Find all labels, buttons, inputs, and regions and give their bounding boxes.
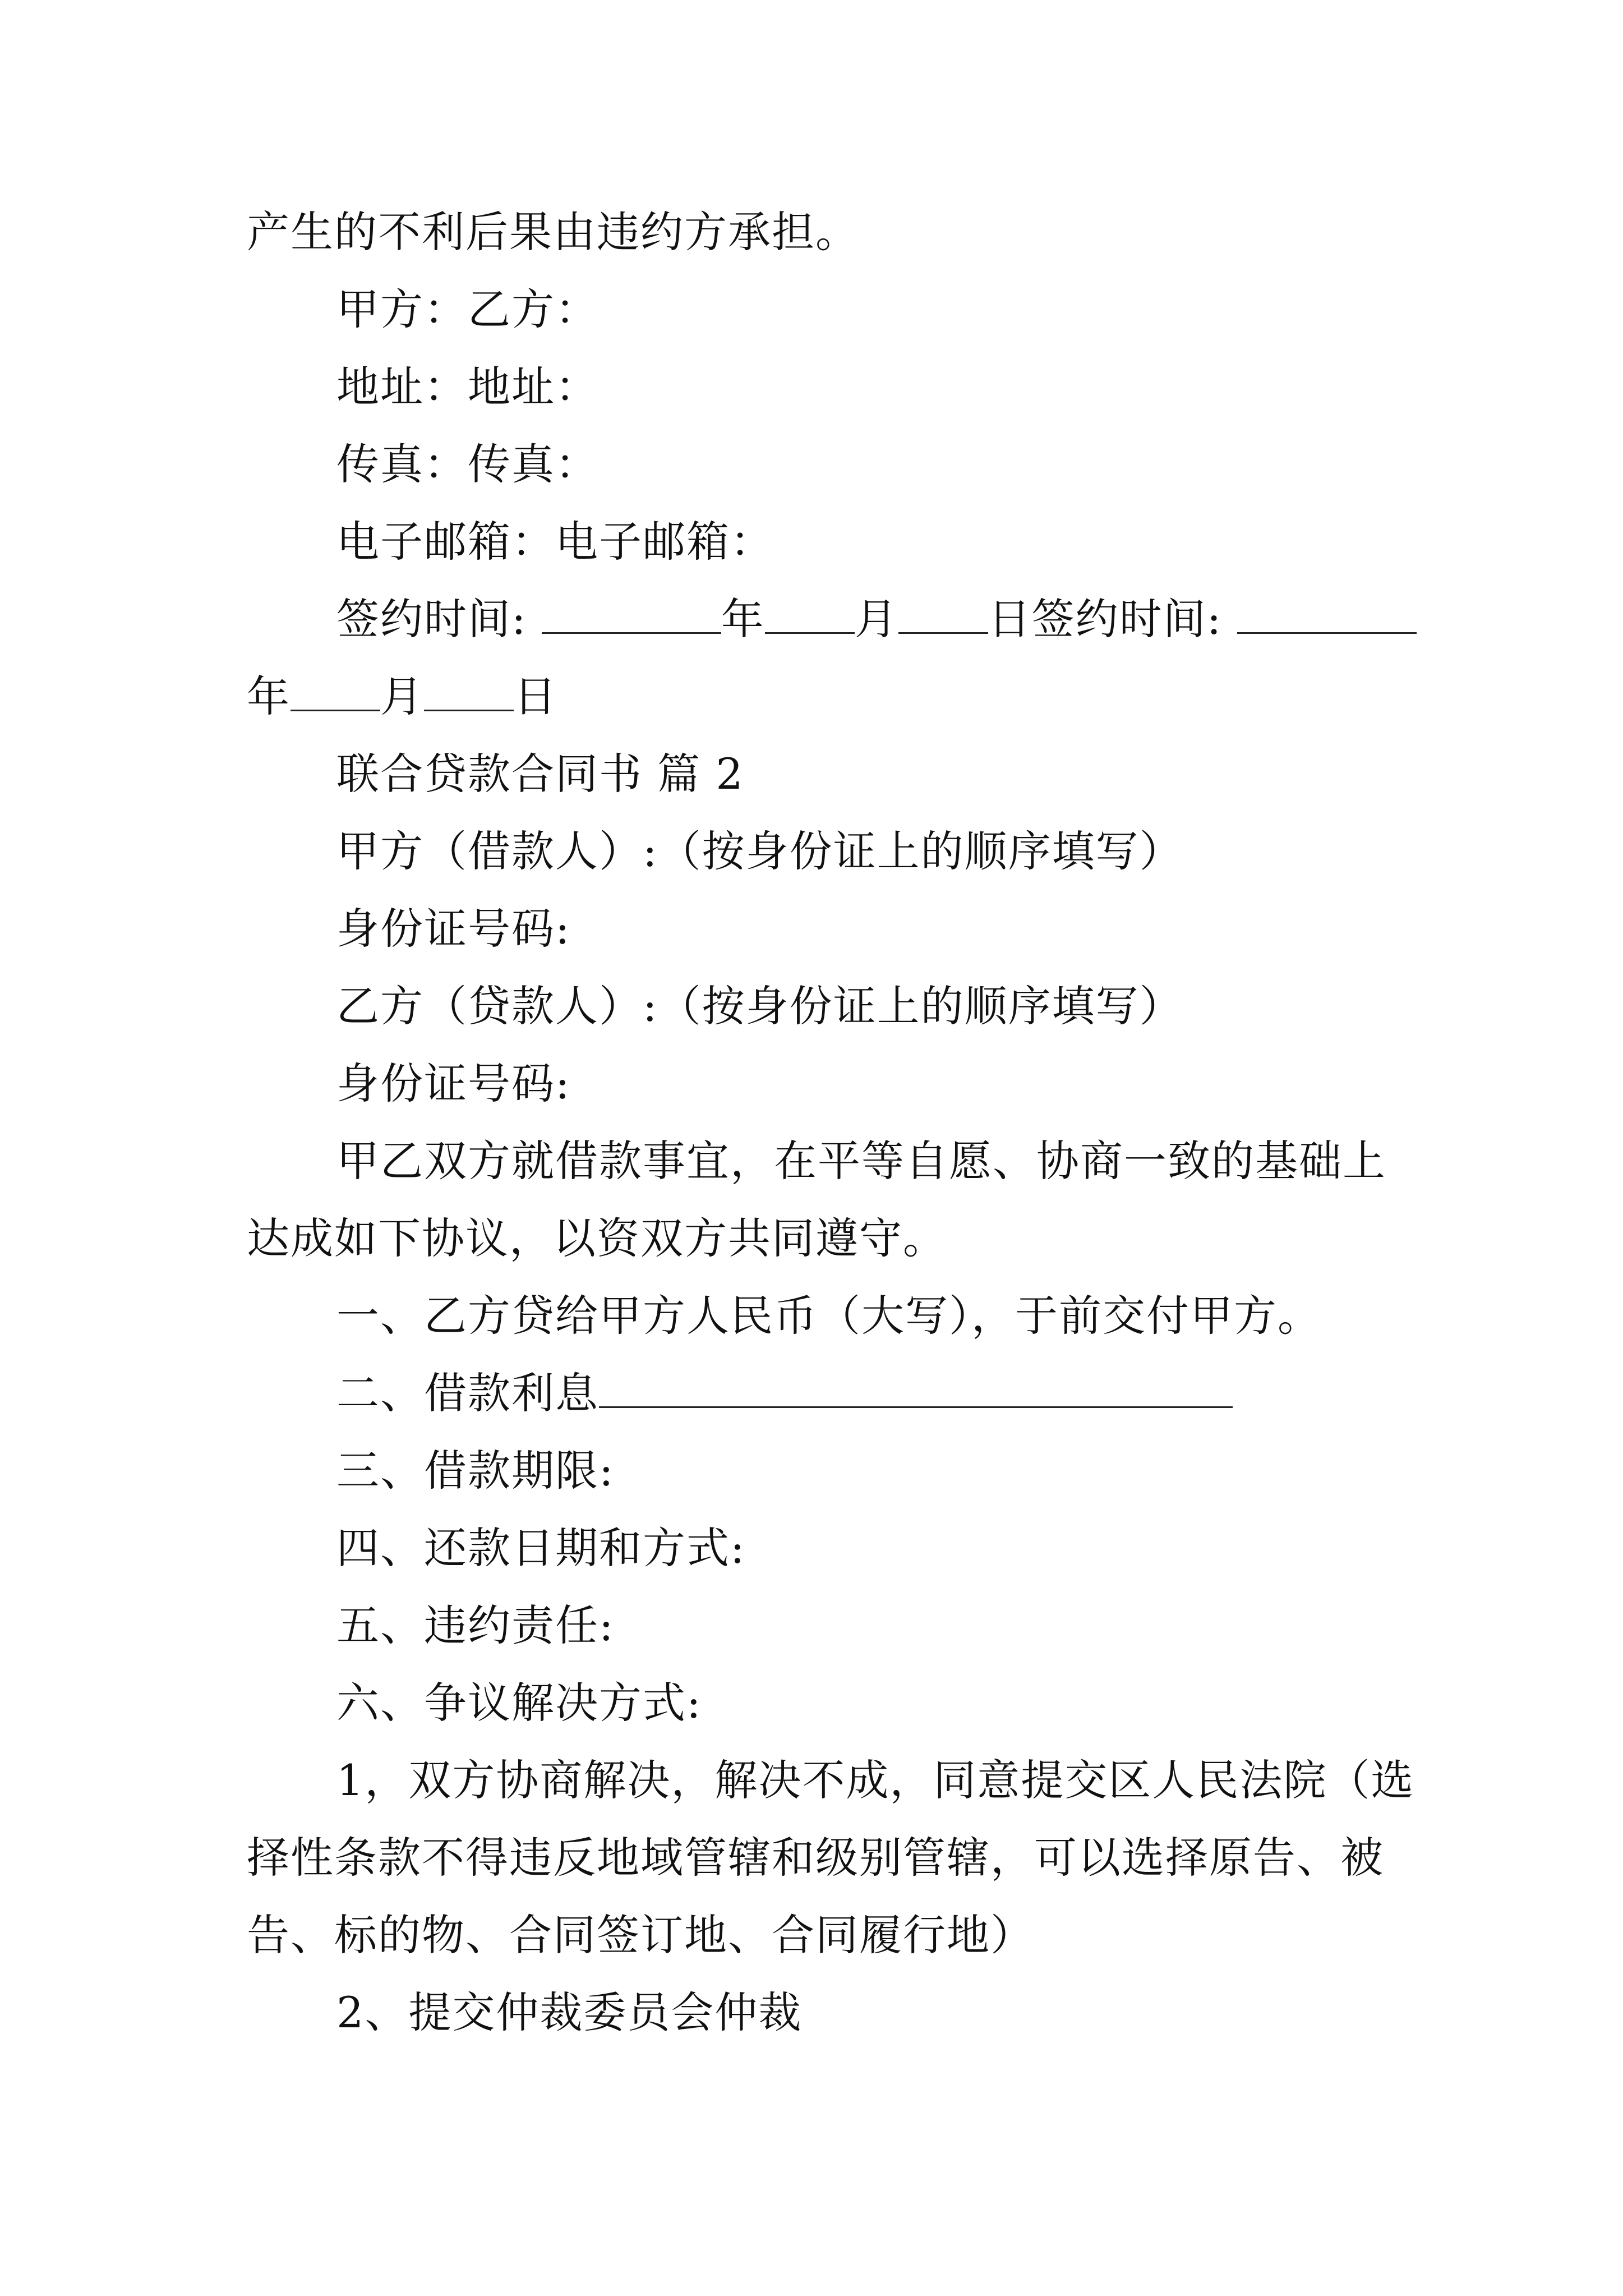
month-label: 月 bbox=[854, 594, 898, 644]
email-line: 电子邮箱：电子邮箱： bbox=[336, 517, 774, 567]
month-label-2: 月 bbox=[380, 671, 424, 721]
clause-1: 一、乙方贷给甲方人民币（大写），于前交付甲方。 bbox=[336, 1291, 1321, 1341]
clause-3: 三、借款期限: bbox=[336, 1446, 615, 1496]
year-label-2: 年 bbox=[247, 671, 291, 721]
year-blank bbox=[542, 593, 721, 634]
party-b-id-line: 身份证号码: bbox=[336, 1059, 571, 1108]
signing-date-line bbox=[247, 581, 1385, 658]
paragraph-line: 择性条款不得违反地域管辖和级别管辖，可以选择原告、被 bbox=[247, 1833, 1384, 1883]
clause-4: 四、还款日期和方式: bbox=[336, 1523, 746, 1573]
year-blank-2 bbox=[1237, 593, 1417, 634]
paragraph-line: 甲乙双方就借款事宜，在平等自愿、协商一致的基础上 bbox=[336, 1136, 1386, 1186]
paragraph-line: 告、标的物、合同签订地、合同履行地） bbox=[247, 1910, 1034, 1960]
sub-clause-1: 1，双方协商解决，解决不成，同意提交区人民法院（选 bbox=[336, 1755, 1415, 1805]
party-a-id-line: 身份证号码: bbox=[336, 904, 571, 954]
section-title: 联合贷款合同书 篇 2 bbox=[336, 749, 744, 799]
month-blank bbox=[765, 593, 855, 634]
interest-blank bbox=[599, 1367, 1233, 1408]
party-names-line: 甲方：乙方： bbox=[336, 284, 599, 334]
address-line: 地址：地址： bbox=[336, 362, 599, 412]
party-b-line: 乙方（贷款人）:（按身份证上的顺序填写） bbox=[336, 981, 1183, 1031]
clause-6: 六、争议解决方式: bbox=[336, 1678, 702, 1728]
day-blank bbox=[898, 593, 988, 634]
paragraph-line: 达成如下协议，以资双方共同遵守。 bbox=[247, 1213, 947, 1263]
day-label-2: 日 bbox=[514, 671, 557, 721]
paragraph-line: 产生的不利后果由违约方承担。 bbox=[247, 207, 859, 257]
clause-5: 五、违约责任: bbox=[336, 1600, 615, 1650]
day-and-signing-label: 日签约时间: bbox=[988, 594, 1223, 644]
year-label: 年 bbox=[721, 594, 765, 644]
sub-clause-2: 2、提交仲裁委员会仲裁 bbox=[336, 1987, 803, 2037]
fax-line: 传真：传真： bbox=[336, 439, 599, 489]
signing-date-continuation bbox=[247, 658, 1385, 735]
clause-2-label: 二、借款利息 bbox=[336, 1368, 599, 1418]
party-a-line: 甲方（借款人）:（按身份证上的顺序填写） bbox=[336, 826, 1183, 876]
day-blank-2 bbox=[424, 670, 514, 711]
clause-2 bbox=[247, 1355, 1385, 1432]
document-page bbox=[247, 194, 1415, 2051]
signing-date-label: 签约时间: bbox=[336, 594, 527, 644]
month-blank-2 bbox=[291, 670, 380, 711]
